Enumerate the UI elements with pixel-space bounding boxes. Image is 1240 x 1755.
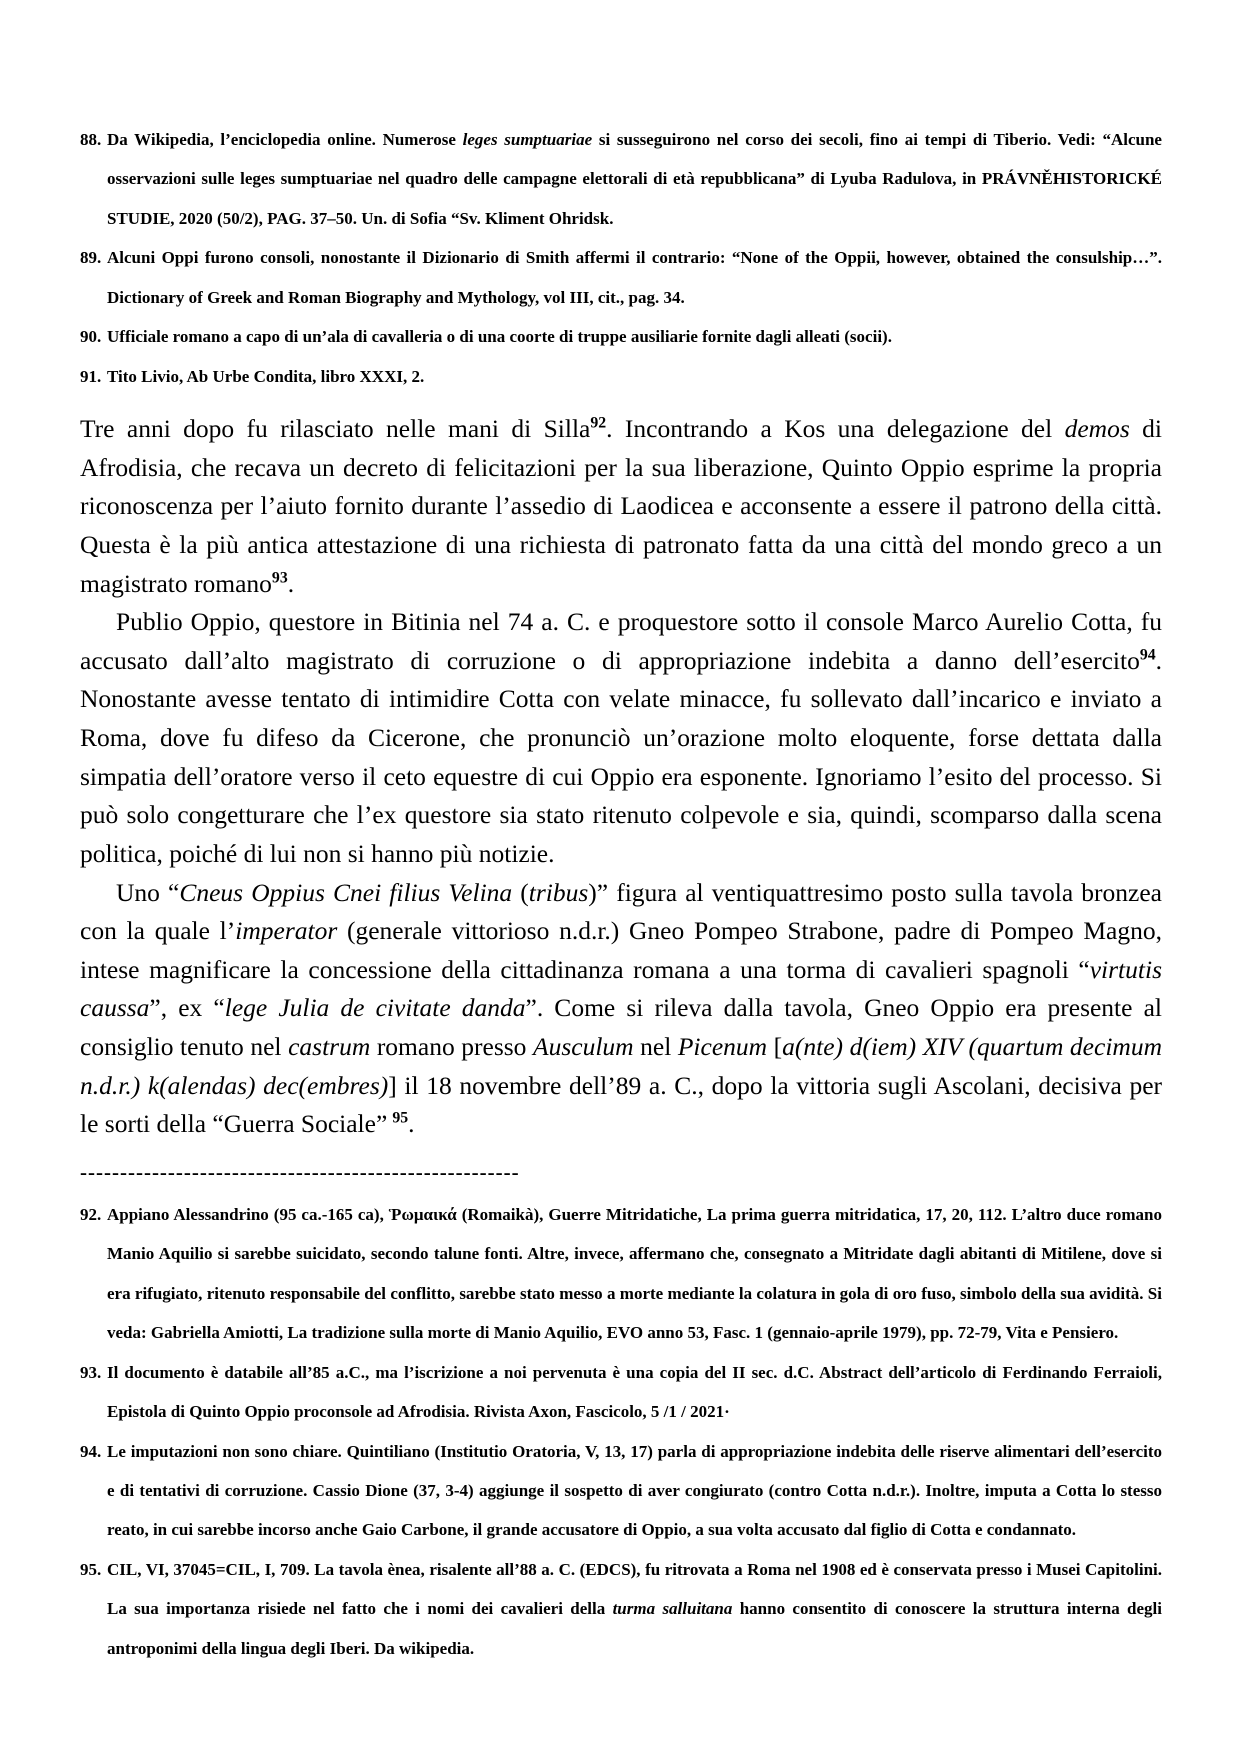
- text-segment: ] il 18 novembre dell’89 a. C., dopo la vittoria sugli Ascolani, decisiva per le sorti della “Guerra Sociale”: [80, 1070, 1163, 1139]
- footnote-number: 92.: [80, 1204, 102, 1224]
- text-segment: Picenum: [677, 1032, 768, 1062]
- text-segment: Cneus Oppius Cnei filius Velina: [179, 877, 513, 907]
- text-segment: castrum: [288, 1032, 371, 1062]
- footnote-number: 88.: [80, 130, 102, 149]
- text-segment: Uno “: [116, 877, 180, 907]
- text-segment: Appiano Alessandrino (95 ca.-165 ca), Ῥωμαικά (Romaikà), Guerre Mitridatiche, La prima guerra mitridatica, 17, 20, 112. L’altro duce romano Manio Aquilio si sarebbe suicidato, secondo talune fonti. Altre, invece, affermano che, consegnato a Mitridate dagli abitanti di Mitilene, dove si era rifugiato, ritenuto responsabile del conflitto, sarebbe stato messo a morte mediante la colatura in gola di oro fuso, simbolo della sua avidità. Si veda: Gabriella Amiotti, La tradizione sulla morte di Manio Aquilio, EVO anno 53, Fasc. 1 (gennaio-aprile 1979), pp. 72-79, Vita e Pensiero.: [107, 1204, 1162, 1343]
- bottom-footnotes-block: [80, 1195, 1162, 1668]
- footnote-separator-line: -------------------------------------------------------: [80, 1159, 520, 1184]
- text-segment: (: [512, 877, 529, 907]
- body-paragraph-2: [80, 603, 1162, 873]
- text-segment: 92: [590, 414, 607, 432]
- text-segment: Le imputazioni non sono chiare. Quintiliano (Institutio Oratoria, V, 13, 17) parla di appropriazione indebita delle riserve alimentari dell’esercito e di tentativi di corruzione. Cassio Dione (37, 3-4) aggiunge il sospetto di aver congiurato (contro Cotta n.d.r.). Inoltre, imputa a Cotta lo stesso reato, in cui sarebbe incorso anche Gaio Carbone, il grande accusatore di Oppio, a sua volta accusato dal figlio di Cotta e condannato.: [107, 1441, 1162, 1540]
- text-segment: lege Julia de civitate danda: [224, 993, 526, 1023]
- top-footnotes-block: [80, 120, 1162, 396]
- footnote-89: [80, 238, 1162, 317]
- footnote-94: [80, 1432, 1162, 1550]
- text-segment: tribus: [528, 877, 589, 907]
- text-segment: . Incontrando a Kos una delegazione del: [606, 414, 1065, 444]
- footnote-91: [80, 357, 1162, 396]
- footnote-90: [80, 317, 1162, 356]
- text-segment: Ausculum: [533, 1032, 634, 1062]
- footnote-number: 94.: [80, 1441, 102, 1461]
- text-segment: .: [287, 568, 295, 598]
- text-segment: ”. Come si rileva dalla tavola, Gneo Oppio era presente al consiglio tenuto nel: [80, 993, 1162, 1062]
- text-segment: ”, ex “: [149, 993, 225, 1023]
- text-segment: a(nte) d(iem) XIV (quartum decimum n.d.r.) k(alendas) dec(embres): [80, 1032, 1162, 1100]
- footnote-93: [80, 1353, 1162, 1432]
- text-segment: hanno consentito di conoscere la struttura interna degli antroponimi della lingua degli Iberi. Da wikipedia.: [107, 1599, 1163, 1658]
- text-segment: virtutis caussa: [80, 954, 1162, 1023]
- footnote-88: [80, 120, 1162, 238]
- text-segment: di Afrodisia, che recava un decreto di felicitazioni per la sua liberazione, Quinto Oppio esprime la propria riconoscenza per l’aiuto fornito durante l’assedio di Laodicea e acconsente a essere il patrono della città. Questa è la più antica attestazione di una richiesta di patronato fatta da una città del mondo greco a un magistrato romano: [80, 414, 1162, 598]
- text-segment: Da Wikipedia, l’enciclopedia online. Numerose: [107, 130, 463, 149]
- footnote-number: 89.: [80, 248, 102, 268]
- text-segment: (generale vittorioso n.d.r.) Gneo Pompeo Strabone, padre di Pompeo Magno, intese magnificare la concessione della cittadinanza romana a una torma di cavalieri spagnoli “: [80, 916, 1162, 984]
- body-text-block: [80, 410, 1162, 1144]
- text-segment: Ufficiale romano a capo di un’ala di cavalleria o di una coorte di truppe ausiliarie fornite dagli alleati (socii).: [107, 327, 892, 347]
- footnote-number: 93.: [80, 1362, 102, 1382]
- text-segment: Tito Livio, Ab Urbe Condita, libro XXXI, 2.: [107, 366, 425, 386]
- text-segment: 95: [392, 1109, 409, 1127]
- footnote-number: 95.: [80, 1559, 102, 1579]
- text-segment: )” figura al ventiquattresimo posto sulla tavola bronzea con la quale l’: [80, 877, 1162, 946]
- footnote-95: [80, 1550, 1162, 1668]
- body-paragraph-1: [80, 410, 1162, 603]
- text-segment: nel: [633, 1032, 678, 1062]
- text-segment: CIL, VI, 37045=CIL, I, 709. La tavola ènea, risalente all’88 a. C. (EDCS), fu ritrovata a Roma nel 1908 ed è conservata presso i Musei Capitolini. La sua importanza risiede nel fatto che i nomi dei cavalieri della: [107, 1559, 1162, 1619]
- text-segment: si susseguirono nel corso dei secoli, fino ai tempi di Tiberio. Vedi: “Alcune osservazioni sulle leges sumptuariae nel quadro delle campagne elettorali di età repubblicana” di Lyuba Radulova, in PRÁVNĚHISTORICKÉ STUDIE, 2020 (50/2), PAG. 37–50. Un. di Sofia “Sv. Kliment Ohridsk.: [107, 130, 1162, 228]
- text-segment: Tre anni dopo fu rilasciato nelle mani di Silla: [80, 414, 591, 444]
- text-segment: [: [767, 1032, 783, 1062]
- text-segment: .: [408, 1109, 415, 1139]
- body-paragraph-3: [80, 874, 1162, 1144]
- text-segment: Il documento è databile all’85 a.C., ma l’iscrizione a noi pervenuta è una copia del II sec. d.C. Abstract dell’articolo di Ferdinando Ferraioli, Epistola di Quinto Oppio proconsole ad Afrodisia. Rivista Axon, Fascicolo, 5 /1 / 2021·: [107, 1362, 1162, 1422]
- text-segment: demos: [1064, 414, 1130, 444]
- text-segment: turma salluitana: [612, 1599, 733, 1619]
- text-segment: imperator: [235, 916, 338, 946]
- footnote-92: [80, 1195, 1162, 1353]
- text-segment: 94: [1139, 646, 1156, 664]
- text-segment: . Nonostante avesse tentato di intimidire Cotta con velate minacce, fu sollevato dall’incarico e inviato a Roma, dove fu difeso da Cicerone, che pronunciò un’orazione molto eloquente, forse dettata dalla simpatia dell’oratore verso il ceto equestre di cui Oppio era esponente. Ignoriamo l’esito del processo. Si può solo congetturare che l’ex questore sia stato ritenuto colpevole e sia, quindi, scomparso dalla scena politica, poiché di lui non si hanno più notizie.: [80, 645, 1162, 868]
- footnote-number: 91.: [80, 366, 102, 386]
- text-segment: Alcuni Oppi furono consoli, nonostante il Dizionario di Smith affermi il contrario: “None of the Oppii, however, obtained the consulship…”. Dictionary of Greek and Roman Biography and Mythology, vol III, cit., pag. 34.: [107, 248, 1162, 307]
- text-segment: Publio Oppio, questore in Bitinia nel 74 a. C. e proquestore sotto il console Marco Aurelio Cotta, fu accusato dall’alto magistrato di corruzione o di appropriazione indebita a danno dell’esercito: [80, 607, 1162, 675]
- text-segment: leges sumptuariae: [462, 130, 593, 149]
- footnote-number: 90.: [80, 327, 102, 347]
- text-segment: romano presso: [370, 1032, 533, 1062]
- text-segment: 93: [271, 569, 288, 587]
